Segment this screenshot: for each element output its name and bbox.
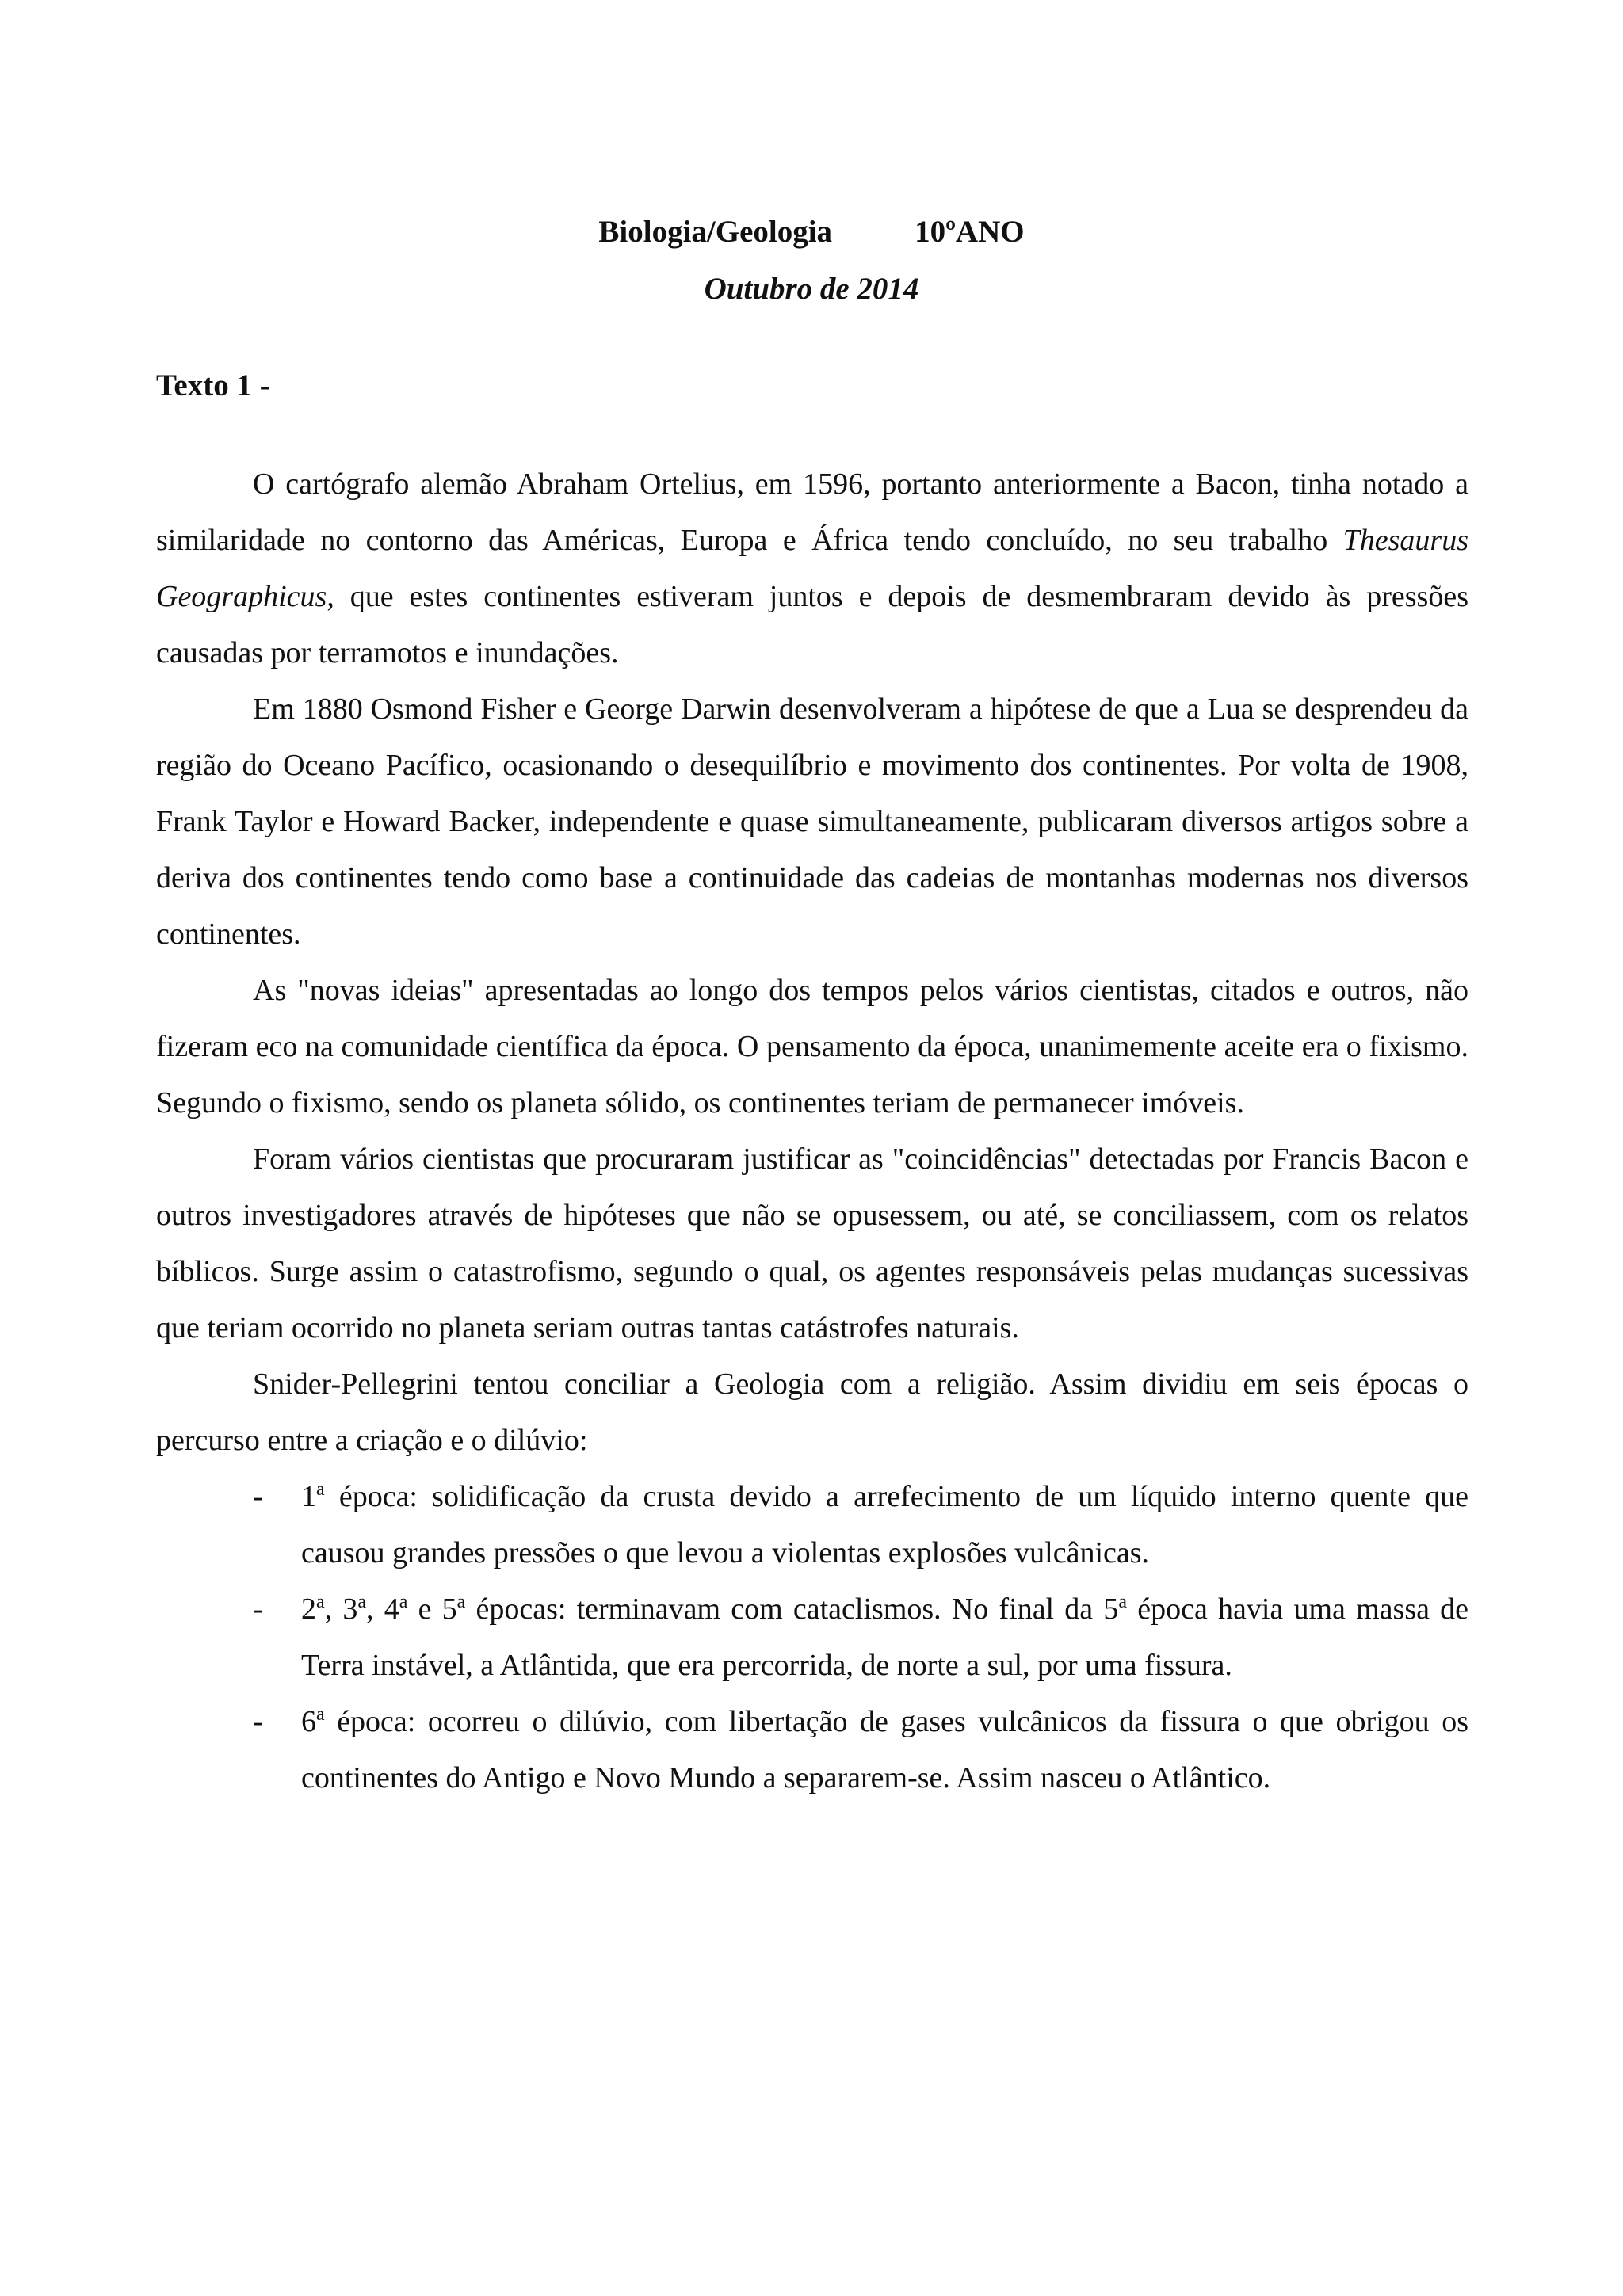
list-item-epochs-2-5: - 2$^a$, 3$^a$, 4$^a$ e 5$^a$ épocas: terminavam com cataclismos. No final da 5$^a$ época havia uma massa de Terra instável, a Atlântida, que era percorrida, de norte a sul, por uma fissura.: [156, 1581, 1468, 1694]
paragraph-ortelius: O cartógrafo alemão Abraham Ortelius, em 1596, portanto anteriormente a Bacon, tinha notado a similaridade no contorno das Américas, Europa e África tendo concluído, no seu trabalho Thesaurus Geographicus, que estes continentes estiveram juntos e depois de desmembraram devido às pressões causadas por terramotos e inundações.: [156, 467, 1468, 669]
book-title: Thesaurus Geographicus: [156, 524, 1468, 613]
paragraph-new-ideas: As "novas ideias" apresentadas ao longo dos tempos pelos vários cientistas, citados e outros, não fizeram eco na comunidade científica da época. O pensamento da época, unanimemente aceite era o fixismo. Segundo o fixismo, sendo os planeta sólido, os continentes teriam de permanecer imóveis.: [156, 974, 1468, 1119]
list-dash: -: [253, 1592, 263, 1626]
list-item-epoch-6: - 6$^a$ época: ocorreu o dilúvio, com libertação de gases vulcânicos da fissura o que obrigou os continentes do Antigo e Novo Mundo a separarem-se. Assim nasceu o Atlântico.: [156, 1694, 1468, 1806]
section-title: Texto 1 -: [156, 368, 270, 402]
paragraph-fisher-darwin: Em 1880 Osmond Fisher e George Darwin desenvolveram a hipótese de que a Lua se desprendeu da região do Oceano Pacífico, ocasionando o desequilíbrio e movimento dos continentes. Por volta de 1908, Frank Taylor e Howard Backer, independente e quase simultaneamente, publicaram diversos artigos sobre a deriva dos continentes tendo como base a continuidade das cadeias de montanhas modernas nos diversos continentes.: [156, 692, 1468, 951]
epoch-list: [156, 1469, 1468, 1806]
list-dash: -: [253, 1480, 263, 1513]
document-date: Outubro de 2014: [704, 272, 919, 306]
paragraph-catastrophism: Foram vários cientistas que procuraram justificar as "coincidências" detectadas por Francis Bacon e outros investigadores através de hipóteses que não se opusessem, ou até, se conciliassem, com os relatos bíblicos. Surge assim o catastrofismo, segundo o qual, os agentes responsáveis pelas mudanças sucessivas que teriam ocorrido no planeta seriam outras tantas catástrofes naturais.: [156, 1142, 1468, 1344]
header-subject-line: [0, 212, 1623, 252]
list-dash: -: [253, 1705, 263, 1738]
document-body: [156, 456, 1468, 1806]
list-item-epoch-1: - 1$^a$ época: solidificação da crusta devido a arrefecimento de um líquido interno quente que causou grandes pressões o que levou a violentas explosões vulcânicas.: [156, 1469, 1468, 1581]
paragraph-snider-pellegrini: Snider-Pellegrini tentou conciliar a Geologia com a religião. Assim dividiu em seis épocas o percurso entre a criação e o dilúvio:: [156, 1367, 1468, 1457]
subject-title: Biologia/Geologia: [598, 215, 833, 249]
grade-label: 10ºANO: [915, 215, 1025, 249]
